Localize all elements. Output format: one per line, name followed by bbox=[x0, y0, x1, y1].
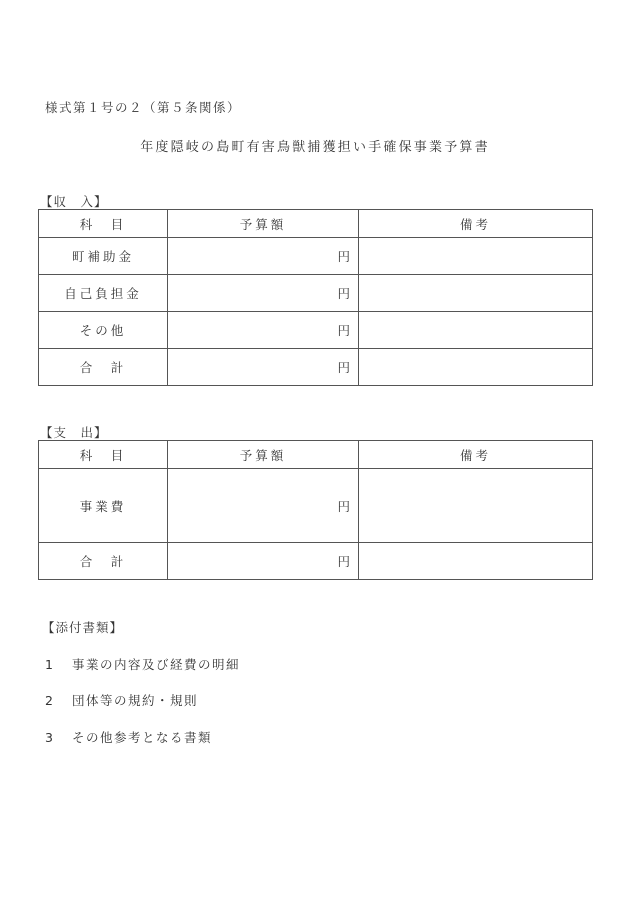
row-item: 合 計 bbox=[39, 543, 168, 580]
table-row bbox=[39, 238, 593, 275]
expense-section-label: 【支 出】 bbox=[40, 425, 108, 440]
header-budget: 予算額 bbox=[168, 210, 359, 238]
attachment-number: 3 bbox=[45, 730, 55, 745]
note-cell[interactable] bbox=[359, 275, 593, 312]
table-row bbox=[39, 275, 593, 312]
form-number: 様式第１号の２（第５条関係） bbox=[45, 100, 242, 115]
row-item: 自己負担金 bbox=[39, 275, 168, 312]
attachment-text: その他参考となる書類 bbox=[72, 730, 213, 745]
note-cell[interactable] bbox=[359, 312, 593, 349]
budget-amount-cell[interactable] bbox=[168, 238, 359, 275]
note-cell[interactable] bbox=[359, 349, 593, 386]
header-item: 科 目 bbox=[39, 441, 168, 469]
header-budget: 予算額 bbox=[168, 441, 359, 469]
attachment-item bbox=[45, 728, 212, 746]
budget-amount-cell[interactable] bbox=[168, 469, 359, 543]
row-item: その他 bbox=[39, 312, 168, 349]
yen-unit: 円 bbox=[337, 498, 350, 514]
attachment-item bbox=[45, 691, 198, 709]
row-item: 合 計 bbox=[39, 349, 168, 386]
note-cell[interactable] bbox=[359, 543, 593, 580]
yen-unit: 円 bbox=[337, 554, 350, 569]
row-item: 町補助金 bbox=[39, 238, 168, 275]
attachment-number: 2 bbox=[45, 693, 55, 708]
table-header-row bbox=[39, 441, 593, 469]
budget-amount-cell[interactable] bbox=[168, 543, 359, 580]
yen-unit: 円 bbox=[337, 323, 350, 338]
yen-unit: 円 bbox=[337, 360, 350, 375]
table-row-total bbox=[39, 349, 593, 386]
table-row bbox=[39, 469, 593, 543]
attachments-section-label: 【添付書類】 bbox=[42, 620, 124, 635]
attachment-text: 団体等の規約・規則 bbox=[72, 693, 199, 708]
table-row bbox=[39, 312, 593, 349]
row-item: 事業費 bbox=[39, 469, 168, 543]
attachment-text: 事業の内容及び経費の明細 bbox=[72, 657, 241, 672]
table-row-total bbox=[39, 543, 593, 580]
budget-amount-cell[interactable] bbox=[168, 275, 359, 312]
note-cell[interactable] bbox=[359, 238, 593, 275]
attachment-item bbox=[45, 655, 240, 673]
income-section-label: 【収 入】 bbox=[40, 194, 108, 209]
attachment-number: 1 bbox=[45, 657, 55, 672]
yen-unit: 円 bbox=[337, 249, 350, 264]
income-table bbox=[38, 209, 593, 386]
note-cell[interactable] bbox=[359, 469, 593, 543]
yen-unit: 円 bbox=[337, 286, 350, 301]
header-item: 科 目 bbox=[39, 210, 168, 238]
expense-table bbox=[38, 440, 593, 580]
header-note: 備考 bbox=[359, 441, 593, 469]
budget-amount-cell[interactable] bbox=[168, 312, 359, 349]
document-title: 年度隠岐の島町有害鳥獣捕獲担い手確保事業予算書 bbox=[140, 140, 490, 155]
table-header-row bbox=[39, 210, 593, 238]
budget-amount-cell[interactable] bbox=[168, 349, 359, 386]
header-note: 備考 bbox=[359, 210, 593, 238]
